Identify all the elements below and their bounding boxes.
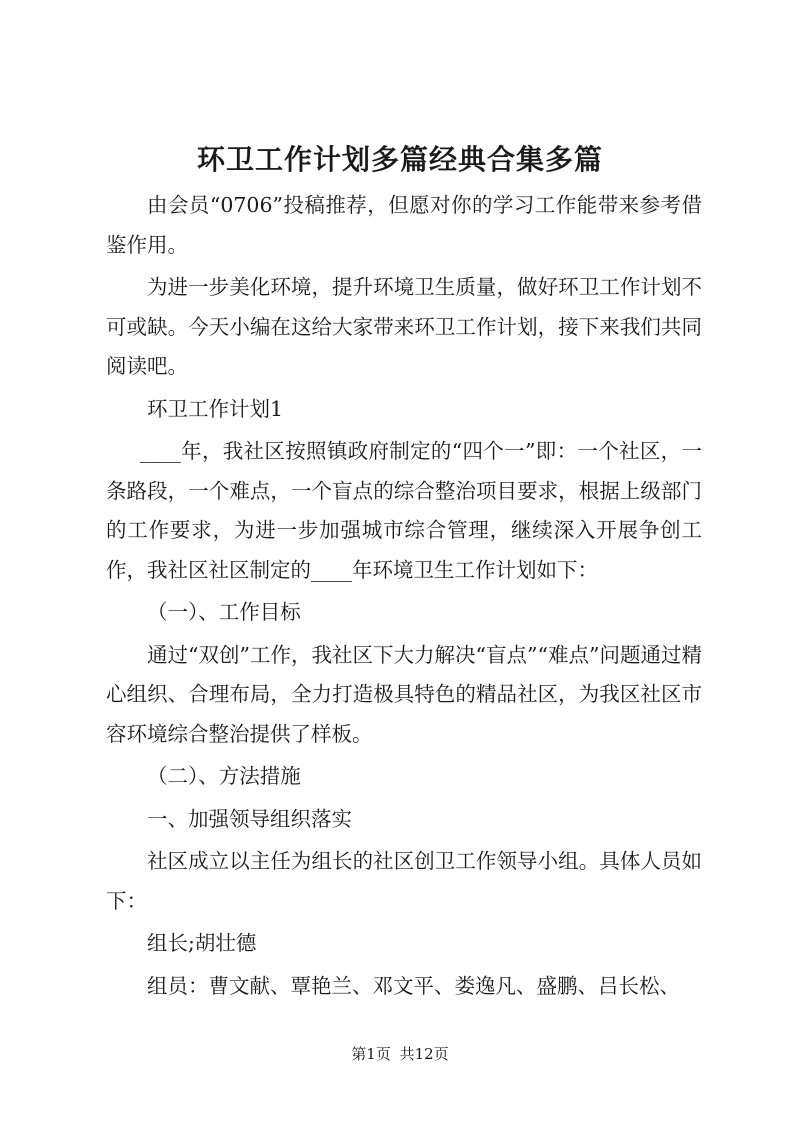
subheading-goals: （一）、工作目标 bbox=[147, 600, 301, 624]
plan-overview-paragraph: ____年，我社区按照镇政府制定的“四个一”即：一个社区，一条路段，一个难点，一个盲点的综合整治项目要求，根据上级部门的工作要求，为进一步加强城市综合管理，继续深入开展争创工作，我社区社区制定的____年环境卫生工作计划如下： bbox=[106, 439, 702, 582]
total-pages: 共12页 bbox=[399, 1045, 449, 1063]
preface-paragraph: 为进一步美化环境，提升环境卫生质量，做好环卫工作计划不可或缺。今天小编在这给大家带来环卫工作计划，接下来我们共同阅读吧。 bbox=[106, 275, 702, 378]
leadership-paragraph: 社区成立以主任为组长的社区创卫工作领导小组。具体人员如下： bbox=[106, 849, 702, 913]
page-footer bbox=[0, 1043, 800, 1065]
page-number: 第1页 bbox=[351, 1045, 391, 1063]
section-heading-plan-1: 环卫工作计划1 bbox=[147, 396, 284, 421]
intro-paragraph: 由会员“0706”投稿推荐，但愿对你的学习工作能带来参考借鉴作用。 bbox=[106, 193, 702, 257]
measure-heading-1: 一、加强领导组织落实 bbox=[147, 806, 352, 831]
team-leader-line: 组长;胡壮德 bbox=[147, 931, 257, 955]
team-members-line: 组员：曹文献、覃艳兰、邓文平、娄逸凡、盛鹏、吕长松、 bbox=[147, 973, 680, 998]
goals-paragraph: 通过“双创”工作，我社区下大力解决“盲点”“难点”问题通过精心组织、合理布局，全力打造极具特色的精品社区，为我区社区市容环境综合整治提供了样板。 bbox=[106, 642, 702, 746]
document-body bbox=[106, 186, 702, 1006]
document-title: 环卫工作计划多篇经典合集多篇 bbox=[196, 143, 603, 176]
subheading-measures: （二）、方法措施 bbox=[147, 764, 301, 788]
